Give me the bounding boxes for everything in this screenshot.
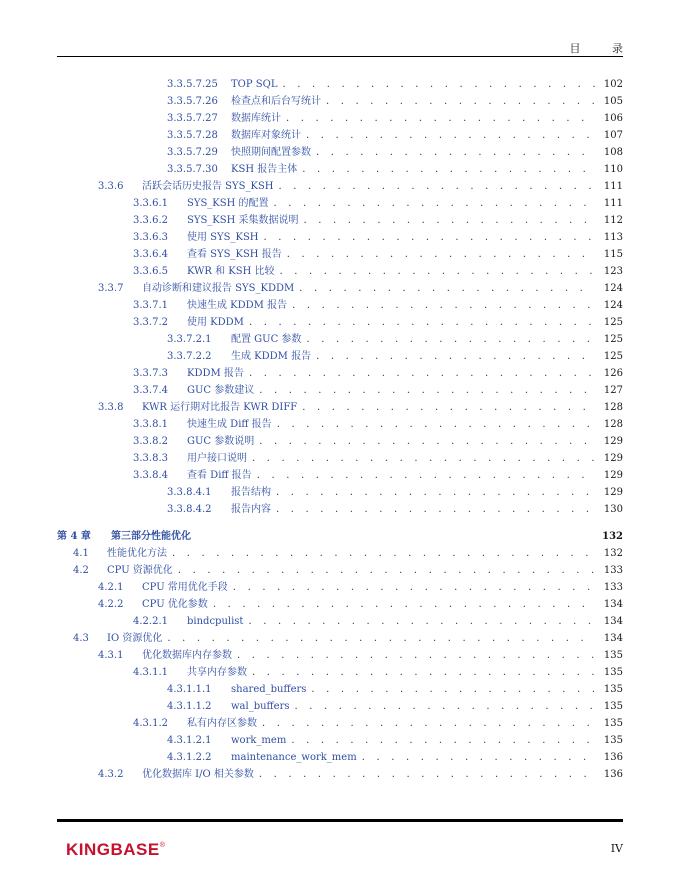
toc-entry-page: 135	[603, 684, 623, 695]
toc-entry[interactable]	[57, 749, 623, 766]
toc-entry-number: 3.3.5.7.30	[167, 164, 218, 175]
logo-text: KINGBASE	[66, 840, 160, 859]
toc-entry-page: 130	[603, 504, 623, 515]
toc-dot-leader	[297, 399, 595, 416]
toc-entry-title: 自动诊断和建议报告 SYS_KDDM	[142, 283, 295, 294]
toc-entry[interactable]	[57, 331, 623, 348]
toc-entry-number: 3.3.5.7.26	[167, 96, 218, 107]
toc-dot-leader	[228, 579, 595, 596]
toc-entry-number: 3.3.5.7.28	[167, 130, 218, 141]
toc-entry-number: 3.3.7.2.1	[167, 334, 212, 345]
toc-entry[interactable]	[57, 178, 623, 195]
toc-entry-page: 111	[603, 181, 623, 192]
toc-entry-title: CPU 常用优化手段	[142, 582, 228, 593]
toc-entry[interactable]	[57, 382, 623, 399]
toc-entry-title: KWR 运行期对比报告 KWR DIFF	[142, 402, 298, 413]
toc-entry-page: 133	[603, 582, 623, 593]
toc-entry[interactable]	[57, 630, 623, 647]
toc-entry[interactable]	[57, 664, 623, 681]
toc-entry-page: 110	[603, 164, 623, 175]
toc-entry-number: 3.3.7.4	[133, 385, 168, 396]
toc-entry-title: 配置 GUC 参数	[231, 334, 302, 345]
toc-dot-leader	[357, 749, 595, 766]
toc-entry[interactable]	[57, 314, 623, 331]
toc-entry-title: 用户接口说明	[187, 453, 247, 464]
toc-entry-number: 4.2	[73, 565, 89, 576]
toc-entry-number: 4.3.1.2.2	[167, 752, 212, 763]
toc-entry-number: 4.3.1.1.2	[167, 701, 212, 712]
toc-entry-title: 私有内存区参数	[187, 718, 257, 729]
toc-entry-page: 136	[603, 752, 623, 763]
toc-entry-page: 135	[603, 650, 623, 661]
toc-entry-page: 135	[603, 667, 623, 678]
toc-entry-page: 128	[603, 419, 623, 430]
page-number: IV	[610, 842, 623, 855]
toc-entry-number: 3.3.8.4	[133, 470, 168, 481]
toc-dot-leader	[277, 76, 595, 93]
toc-entry-page: 134	[603, 616, 623, 627]
toc-dot-leader	[274, 178, 595, 195]
toc-dot-leader	[252, 467, 595, 484]
toc-entry-title: 报告内容	[231, 504, 271, 515]
toc-dot-leader	[254, 382, 595, 399]
header-rule	[57, 56, 623, 57]
toc-dot-leader	[306, 681, 595, 698]
logo-registered-mark: ®	[159, 842, 166, 849]
toc-entry-page: 106	[603, 113, 623, 124]
toc-entry[interactable]	[57, 195, 623, 212]
toc-entry[interactable]	[57, 450, 623, 467]
toc-entry[interactable]	[57, 110, 623, 127]
toc-dot-leader	[281, 110, 595, 127]
toc-entry-title: 数据库统计	[231, 113, 281, 124]
toc-entry[interactable]	[57, 484, 623, 501]
toc-entry-page: 133	[603, 565, 623, 576]
toc-entry-title: SYS_KSH 的配置	[187, 198, 269, 209]
toc-dot-leader	[254, 433, 595, 450]
toc-entry-title: 生成 KDDM 报告	[231, 351, 312, 362]
page-header-title: 目 录	[569, 42, 637, 55]
toc-entry[interactable]	[57, 715, 623, 732]
toc-entry-page: 129	[603, 470, 623, 481]
toc-entry-title: 查看 SYS_KSH 报告	[187, 249, 282, 260]
toc-entry-title: bindcpulist	[187, 616, 244, 627]
toc-dot-leader	[297, 161, 595, 178]
toc-dot-leader	[301, 331, 595, 348]
toc-entry[interactable]	[57, 647, 623, 664]
toc-entry-page: 125	[603, 351, 623, 362]
toc-entry-title: GUC 参数说明	[187, 436, 255, 447]
toc-entry-title: IO 资源优化	[107, 633, 163, 644]
toc-dot-leader	[311, 144, 595, 161]
toc-entry-number: 第 4 章	[57, 531, 91, 542]
toc-dot-leader	[287, 297, 595, 314]
toc-dot-leader	[254, 766, 595, 783]
toc-dot-leader	[173, 562, 595, 579]
toc-entry-number: 4.3.1.1.1	[167, 684, 212, 695]
toc-entry-page: 115	[603, 249, 623, 260]
toc-entry[interactable]	[57, 161, 623, 178]
toc-entry[interactable]	[57, 416, 623, 433]
toc-entry[interactable]	[57, 365, 623, 382]
toc-entry-page: 129	[603, 436, 623, 447]
toc-entry[interactable]	[57, 545, 623, 562]
toc-entry-number: 3.3.7.2.2	[167, 351, 212, 362]
toc-entry[interactable]	[57, 76, 623, 93]
toc-entry[interactable]	[57, 501, 623, 518]
toc-entry[interactable]	[57, 732, 623, 749]
toc-entry-page: 112	[603, 215, 623, 226]
toc-entry-number: 4.3.1	[98, 650, 124, 661]
toc-entry-page: 135	[603, 735, 623, 746]
toc-entry-number: 3.3.8.2	[133, 436, 168, 447]
toc-entry-number: 3.3.6.5	[133, 266, 168, 277]
toc-dot-leader	[269, 195, 595, 212]
toc-entry-page: 125	[603, 317, 623, 328]
toc-entry-title: 快速生成 Diff 报告	[187, 419, 272, 430]
toc-dot-leader	[162, 630, 595, 647]
toc-entry-number: 3.3.6	[98, 181, 124, 192]
toc-entry-page: 111	[603, 198, 623, 209]
toc-entry-number: 3.3.6.2	[133, 215, 168, 226]
toc-entry-title: maintenance_work_mem	[231, 752, 357, 763]
toc-entry[interactable]	[57, 681, 623, 698]
toc-entry-page: 125	[603, 334, 623, 345]
toc-entry-number: 3.3.5.7.25	[167, 79, 218, 90]
toc-entry-title: TOP SQL	[231, 79, 278, 90]
toc-entry-number: 3.3.6.1	[133, 198, 168, 209]
toc-entry-title: 优化数据库 I/O 相关参数	[142, 769, 254, 780]
toc-entry-number: 4.2.2.1	[133, 616, 168, 627]
toc-entry[interactable]	[57, 562, 623, 579]
toc-entry[interactable]	[57, 613, 623, 630]
toc-dot-leader	[301, 127, 595, 144]
footer-rule	[57, 819, 623, 822]
toc-entry-title: GUC 参数建议	[187, 385, 255, 396]
toc-entry-number: 4.3	[73, 633, 89, 644]
toc-chapter-entry[interactable]	[57, 528, 623, 545]
toc-entry-title: work_mem	[231, 735, 287, 746]
toc-dot-leader	[271, 484, 595, 501]
toc-entry-number: 4.1	[73, 548, 89, 559]
toc-entry-page: 102	[603, 79, 623, 90]
toc-dot-leader	[299, 212, 595, 229]
toc-entry[interactable]	[57, 698, 623, 715]
toc-entry-title: 第三部分性能优化	[111, 531, 191, 542]
toc-entry-title: 检查点和后台写统计	[231, 96, 321, 107]
toc-entry-number: 4.2.1	[98, 582, 124, 593]
toc-entry-page: 129	[603, 453, 623, 464]
toc-entry-page: 108	[603, 147, 623, 158]
toc-entry[interactable]	[57, 348, 623, 365]
toc-entry-page: 107	[603, 130, 623, 141]
toc-entry[interactable]	[57, 297, 623, 314]
toc-entry-title: 报告结构	[231, 487, 271, 498]
toc-entry-number: 3.3.8	[98, 402, 124, 413]
toc-entry-title: 快照期间配置参数	[231, 147, 311, 158]
toc-dot-leader	[244, 365, 595, 382]
toc-entry-page: 136	[603, 769, 623, 780]
toc-entry[interactable]	[57, 144, 623, 161]
toc-dot-leader	[167, 545, 595, 562]
toc-dot-leader	[247, 664, 595, 681]
toc-entry-title: 活跃会话历史报告 SYS_KSH	[142, 181, 274, 192]
toc-entry-number: 3.3.6.4	[133, 249, 168, 260]
toc-entry-page: 127	[603, 385, 623, 396]
toc-dot-leader	[257, 715, 595, 732]
toc-entry-title: KDDM 报告	[187, 368, 244, 379]
toc-dot-leader	[272, 416, 595, 433]
toc-dot-leader	[275, 263, 596, 280]
toc-dot-leader	[243, 613, 595, 630]
toc-entry[interactable]	[57, 467, 623, 484]
toc-entry[interactable]	[57, 433, 623, 450]
toc-entry-page: 124	[603, 283, 623, 294]
toc-entry-number: 3.3.7.1	[133, 300, 168, 311]
toc-entry-title: CPU 资源优化	[107, 565, 173, 576]
toc-entry-page: 134	[603, 599, 623, 610]
toc-entry-number: 3.3.8.4.1	[167, 487, 212, 498]
toc-entry-page: 113	[603, 232, 623, 243]
toc-entry-number: 3.3.5.7.27	[167, 113, 218, 124]
toc-entry[interactable]	[57, 766, 623, 783]
toc-entry-title: CPU 优化参数	[142, 599, 208, 610]
toc-entry-page: 135	[603, 701, 623, 712]
toc-dot-leader	[282, 246, 595, 263]
toc-entry-title: 使用 SYS_KSH	[187, 232, 259, 243]
toc-entry-title: 使用 KDDM	[187, 317, 244, 328]
toc-entry-title: 快速生成 KDDM 报告	[187, 300, 288, 311]
toc-entry[interactable]	[57, 280, 623, 297]
toc-entry-title: SYS_KSH 采集数据说明	[187, 215, 299, 226]
toc-entry[interactable]	[57, 579, 623, 596]
toc-entry-title: wal_buffers	[231, 701, 290, 712]
toc-entry-title: 查看 Diff 报告	[187, 470, 252, 481]
toc-entry-number: 4.3.1.2	[133, 718, 168, 729]
toc-entry[interactable]	[57, 93, 623, 110]
toc-entry-page: 135	[603, 718, 623, 729]
toc-entry-page: 129	[603, 487, 623, 498]
toc-entry-number: 4.3.1.2.1	[167, 735, 212, 746]
toc-entry-number: 4.3.2	[98, 769, 124, 780]
table-of-contents	[57, 76, 623, 783]
toc-entry-number: 3.3.8.4.2	[167, 504, 212, 515]
toc-entry-number: 3.3.5.7.29	[167, 147, 218, 158]
toc-entry-number: 4.2.2	[98, 599, 124, 610]
toc-entry-number: 3.3.7.3	[133, 368, 168, 379]
toc-entry-title: 优化数据库内存参数	[142, 650, 232, 661]
toc-entry-page: 105	[603, 96, 623, 107]
toc-entry[interactable]	[57, 399, 623, 416]
toc-dot-leader	[321, 93, 595, 110]
chapter-spacer	[57, 518, 623, 528]
toc-entry-title: 共享内存参数	[187, 667, 247, 678]
toc-entry-title: 性能优化方法	[107, 548, 167, 559]
toc-dot-leader	[208, 596, 595, 613]
toc-dot-leader	[286, 732, 595, 749]
toc-entry[interactable]	[57, 229, 623, 246]
toc-dot-leader	[294, 280, 595, 297]
toc-entry-page: 128	[603, 402, 623, 413]
toc-dot-leader	[232, 647, 595, 664]
toc-entry-title: shared_buffers	[231, 684, 307, 695]
toc-entry-page: 134	[603, 633, 623, 644]
toc-dot-leader	[259, 229, 595, 246]
toc-entry-page: 123	[603, 266, 623, 277]
toc-entry[interactable]	[57, 246, 623, 263]
toc-dot-leader	[271, 501, 595, 518]
toc-entry-number: 3.3.6.3	[133, 232, 168, 243]
toc-entry-number: 3.3.7	[98, 283, 124, 294]
toc-entry-page: 132	[602, 531, 623, 542]
toc-dot-leader	[290, 698, 596, 715]
kingbase-logo	[66, 840, 165, 860]
toc-entry[interactable]	[57, 596, 623, 613]
toc-entry-page: 124	[603, 300, 623, 311]
toc-entry-title: KWR 和 KSH 比较	[187, 266, 275, 277]
toc-entry[interactable]	[57, 212, 623, 229]
toc-entry[interactable]	[57, 263, 623, 280]
toc-entry[interactable]	[57, 127, 623, 144]
toc-dot-leader	[311, 348, 595, 365]
toc-entry-page: 126	[603, 368, 623, 379]
toc-entry-number: 3.3.8.1	[133, 419, 168, 430]
toc-dot-leader	[244, 314, 595, 331]
toc-entry-title: 数据库对象统计	[231, 130, 301, 141]
toc-dot-leader	[247, 450, 595, 467]
toc-entry-number: 3.3.8.3	[133, 453, 168, 464]
toc-entry-number: 3.3.7.2	[133, 317, 168, 328]
toc-entry-number: 4.3.1.1	[133, 667, 168, 678]
toc-entry-title: KSH 报告主体	[231, 164, 298, 175]
toc-entry-page: 132	[603, 548, 623, 559]
